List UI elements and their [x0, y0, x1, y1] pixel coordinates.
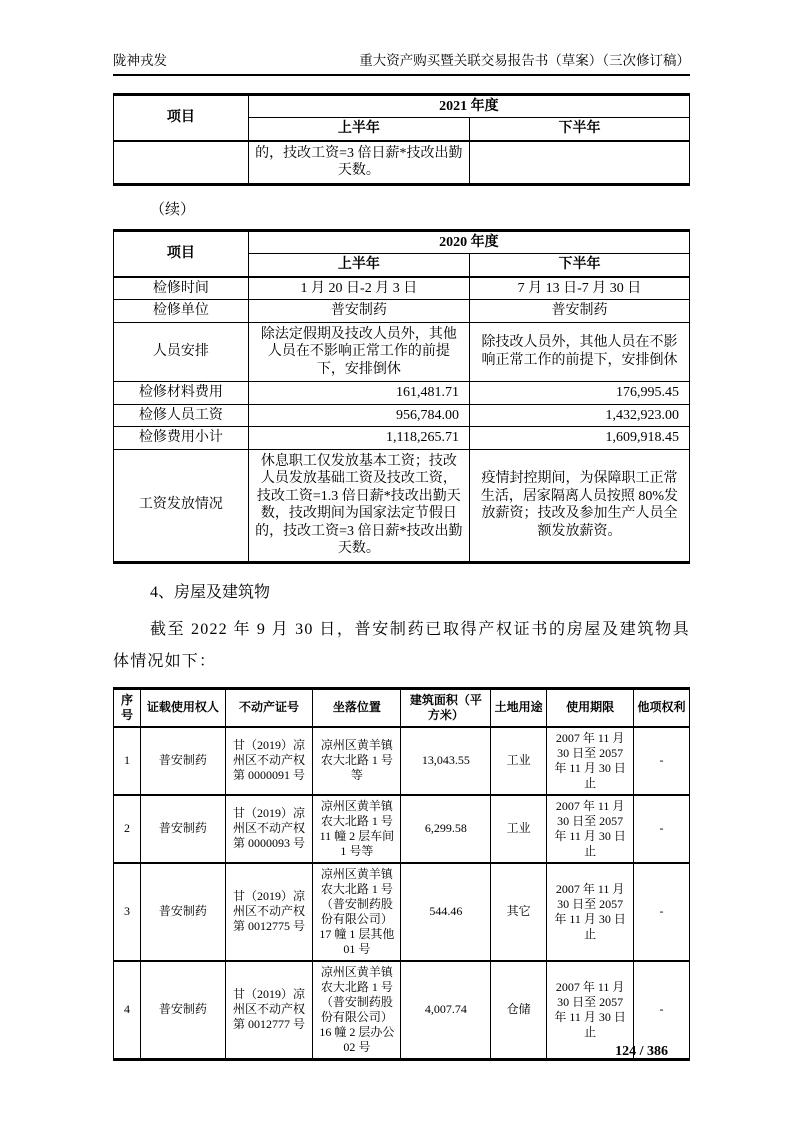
col-header-second-half: 下半年	[469, 254, 689, 277]
col-header-building-area: 建筑面积（平方米）	[401, 688, 491, 727]
table-row	[114, 382, 690, 405]
table-row	[114, 322, 690, 382]
cell-first-half: 普安制药	[248, 300, 469, 323]
cell-certificate-no: 甘（2019）凉州区不动产权第 0000091 号	[225, 727, 313, 795]
cell-rights-holder: 普安制药	[141, 727, 226, 795]
col-header-land-use: 土地用途	[491, 688, 547, 727]
cell-index: 4	[114, 961, 141, 1060]
cell-second-half: 除技改人员外，其他人员在不影响正常工作的前提下，安排倒休	[469, 322, 689, 382]
cell-location: 凉州区黄羊镇农大北路 1 号等	[313, 727, 401, 795]
property-row	[114, 795, 690, 863]
table-row	[114, 300, 690, 323]
cell-rights-holder: 普安制药	[141, 863, 226, 961]
property-table	[113, 687, 690, 1061]
cell-other-rights: -	[634, 795, 690, 863]
cell-use-period: 2007 年 11 月 30 日至 2057 年 11 月 30 日止	[547, 727, 634, 795]
table-row	[114, 404, 690, 427]
cell-item: 检修人员工资	[114, 404, 249, 427]
cell-item: 检修费用小计	[114, 427, 249, 450]
cell-second-half: 疫情封控期间，为保障职工正常生活，居家隔离人员按照 80%发放薪资；技改及参加生产人员全额发放薪资。	[469, 449, 689, 562]
cell-building-area: 4,007.74	[401, 961, 491, 1060]
cell-location: 凉州区黄羊镇农大北路 1 号 11 幢 2 层车间 1 号等	[313, 795, 401, 863]
maintenance-table-2021	[113, 93, 690, 186]
cell-index: 1	[114, 727, 141, 795]
cell-certificate-no: 甘（2019）凉州区不动产权第 0012775 号	[225, 863, 313, 961]
cell-item: 检修时间	[114, 277, 249, 300]
table-row	[114, 277, 690, 300]
cell-building-area: 544.46	[401, 863, 491, 961]
cell-land-use: 工业	[491, 795, 547, 863]
cell-second-half: 1,609,918.45	[469, 427, 689, 450]
section-paragraph: 截至 2022 年 9 月 30 日，普安制药已取得产权证书的房屋及建筑物具体情况如下：	[113, 620, 690, 670]
col-header-year-2021: 2021 年度	[248, 94, 689, 118]
cell-use-period: 2007 年 11 月 30 日至 2057 年 11 月 30 日止	[547, 795, 634, 863]
cell-item: 检修材料费用	[114, 382, 249, 405]
cell-other-rights: -	[634, 863, 690, 961]
cell-use-period: 2007 年 11 月 30 日至 2057 年 11 月 30 日止	[547, 961, 634, 1060]
table-row	[114, 449, 690, 562]
cell-rights-holder: 普安制药	[141, 795, 226, 863]
continuation-label: （续）	[150, 201, 196, 218]
cell-first-half: 956,784.00	[248, 404, 469, 427]
cell-certificate-no: 甘（2019）凉州区不动产权第 0000093 号	[225, 795, 313, 863]
col-header-item: 项目	[114, 230, 249, 277]
property-row	[114, 863, 690, 961]
cell-item	[114, 141, 249, 185]
company-short-name: 陇神戎发	[113, 53, 167, 68]
col-header-first-half: 上半年	[248, 254, 469, 277]
cell-first-half: 休息职工仅发放基本工资；技改人员发放基础工资及技改工资，技改工资=1.3 倍日薪*技改出勤天数，技改期间为国家法定节假日的，技改工资=3 倍日薪*技改出勤天数。	[248, 449, 469, 562]
col-header-first-half: 上半年	[248, 118, 469, 141]
cell-other-rights: -	[634, 961, 690, 1060]
property-table-header-row	[114, 688, 690, 727]
property-row	[114, 727, 690, 795]
cell-item: 工资发放情况	[114, 449, 249, 562]
cell-first-half: 1 月 20 日-2 月 3 日	[248, 277, 469, 300]
cell-land-use: 仓储	[491, 961, 547, 1060]
col-header-index: 序号	[114, 688, 141, 727]
col-header-certificate-no: 不动产证号	[225, 688, 313, 727]
cell-certificate-no: 甘（2019）凉州区不动产权第 0012777 号	[225, 961, 313, 1060]
cell-first-half: 的，技改工资=3 倍日薪*技改出勤天数。	[248, 141, 469, 185]
col-header-location: 坐落位置	[313, 688, 401, 727]
cell-first-half: 161,481.71	[248, 382, 469, 405]
cell-first-half: 除法定假期及技改人员外，其他人员在不影响正常工作的前提下，安排倒休	[248, 322, 469, 382]
cell-location: 凉州区黄羊镇农大北路 1 号（普安制药股份有限公司）16 幢 2 层办公 02 号	[313, 961, 401, 1060]
cell-rights-holder: 普安制药	[141, 961, 226, 1060]
property-row	[114, 961, 690, 1060]
col-header-year-2020: 2020 年度	[248, 230, 689, 254]
cell-second-half: 176,995.45	[469, 382, 689, 405]
cell-building-area: 6,299.58	[401, 795, 491, 863]
cell-item: 人员安排	[114, 322, 249, 382]
cell-second-half: 普安制药	[469, 300, 689, 323]
col-header-item: 项目	[114, 94, 249, 141]
cell-land-use: 其它	[491, 863, 547, 961]
cell-land-use: 工业	[491, 727, 547, 795]
cell-second-half: 1,432,923.00	[469, 404, 689, 427]
cell-second-half	[469, 141, 689, 185]
col-header-use-period: 使用期限	[547, 688, 634, 727]
report-title: 重大资产购买暨关联交易报告书（草案）（三次修订稿）	[359, 53, 690, 68]
col-header-rights-holder: 证载使用权人	[141, 688, 226, 727]
cell-item: 检修单位	[114, 300, 249, 323]
cell-building-area: 13,043.55	[401, 727, 491, 795]
col-header-other-rights: 他项权利	[634, 688, 690, 727]
maintenance-table-2020	[113, 229, 690, 564]
cell-second-half: 7 月 13 日-7 月 30 日	[469, 277, 689, 300]
cell-index: 3	[114, 863, 141, 961]
section-heading: 4、房屋及建筑物	[150, 583, 271, 601]
cell-index: 2	[114, 795, 141, 863]
table-row	[114, 427, 690, 450]
col-header-second-half: 下半年	[469, 118, 689, 141]
cell-other-rights: -	[634, 727, 690, 795]
page-number: 124 / 386	[615, 1044, 668, 1059]
table-row	[114, 141, 690, 185]
cell-use-period: 2007 年 11 月 30 日至 2057 年 11 月 30 日止	[547, 863, 634, 961]
running-header	[113, 52, 690, 76]
cell-location: 凉州区黄羊镇农大北路 1 号（普安制药股份有限公司）17 幢 1 层其他 01 号	[313, 863, 401, 961]
cell-first-half: 1,118,265.71	[248, 427, 469, 450]
